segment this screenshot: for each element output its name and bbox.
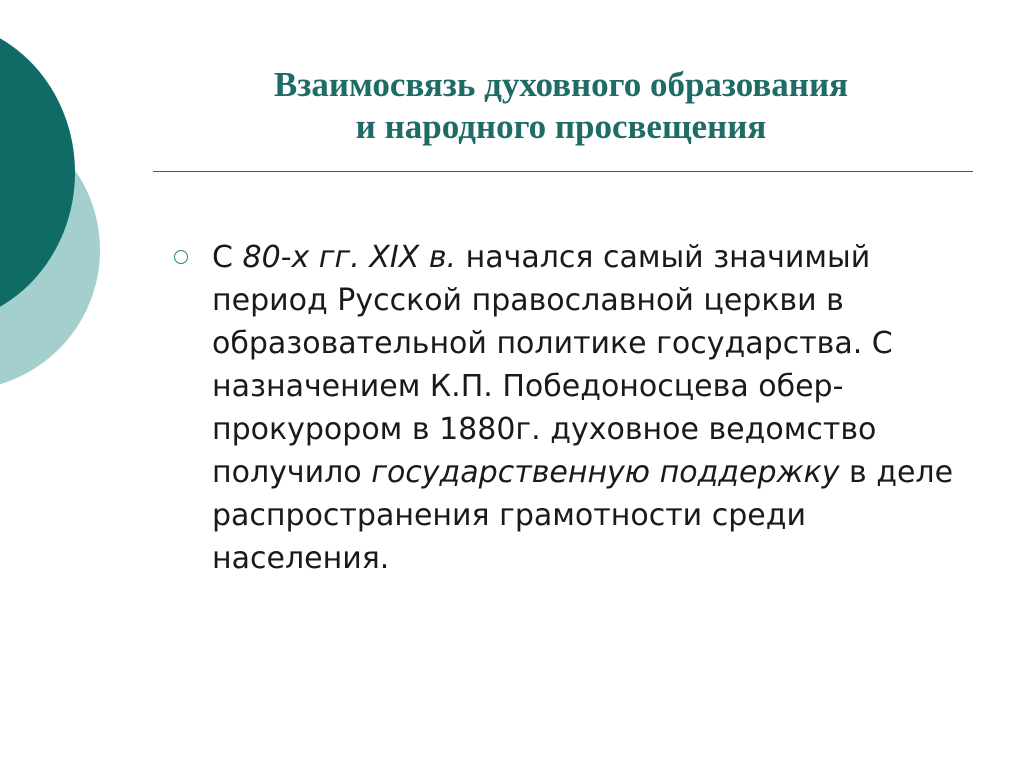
title-line-2: и народного просвещения [355, 107, 767, 146]
bullet-text-part-2: начался самый значимый период Русской православной церкви в образовательной политике государства. С назначением К.П. Победоносцева обер-прокурором в 1880г. духовное ведомство получило [212, 240, 893, 490]
bullet-text-italic-date: 80-х гг. XIX в. [242, 240, 457, 275]
bullet-text-part-3: в деле распространения грамотности среди населения. [212, 455, 954, 576]
bullet-text-part-1: С [212, 240, 243, 275]
title-line-1: Взаимосвязь духовного образования [273, 65, 849, 104]
bullet-text-italic-support: государственную поддержку [371, 455, 840, 490]
bullet-text [212, 236, 972, 580]
title-divider [153, 171, 973, 172]
hollow-circle-bullet-icon [174, 250, 188, 264]
slide-title [150, 64, 972, 148]
